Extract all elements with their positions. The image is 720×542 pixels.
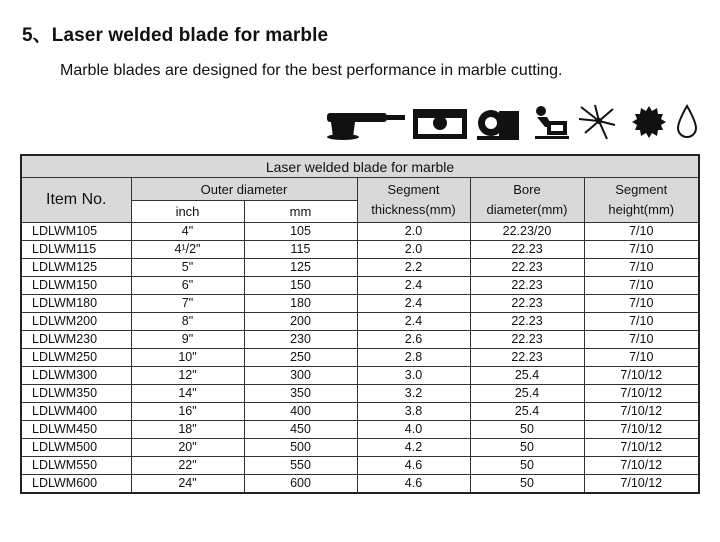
cell-outer-diameter-mm: 550: [244, 457, 357, 475]
cell-outer-diameter-mm: 600: [244, 475, 357, 494]
cell-segment-height: 7/10: [584, 295, 699, 313]
cell-bore-diameter: 50: [470, 457, 584, 475]
header-item-no: Item No.: [21, 178, 131, 223]
table-row: [21, 421, 699, 439]
cell-outer-diameter-inch: 12": [131, 367, 244, 385]
header-outer-diameter: Outer diameter: [131, 178, 357, 201]
cell-segment-thickness: 4.6: [357, 475, 470, 494]
cell-item-no: LDLWM105: [21, 223, 131, 241]
cell-outer-diameter-mm: 150: [244, 277, 357, 295]
cell-bore-diameter: 25.4: [470, 403, 584, 421]
water-drop-icon: [675, 103, 699, 141]
table-row: [21, 349, 699, 367]
cell-segment-thickness: 2.2: [357, 259, 470, 277]
cell-outer-diameter-inch: 8": [131, 313, 244, 331]
cell-segment-height: 7/10/12: [584, 385, 699, 403]
table-caption: Laser welded blade for marble: [21, 155, 699, 178]
cell-segment-height: 7/10: [584, 349, 699, 367]
header-bore-line2: diameter(mm): [486, 202, 568, 217]
cell-segment-thickness: 2.6: [357, 331, 470, 349]
cell-outer-diameter-inch: 18": [131, 421, 244, 439]
cell-segment-thickness: 2.4: [357, 313, 470, 331]
cell-outer-diameter-inch: 9": [131, 331, 244, 349]
cell-bore-diameter: 22.23: [470, 331, 584, 349]
cell-item-no: LDLWM150: [21, 277, 131, 295]
cell-segment-height: 7/10: [584, 277, 699, 295]
cell-outer-diameter-inch: 20": [131, 439, 244, 457]
table-row: [21, 385, 699, 403]
cell-segment-thickness: 2.8: [357, 349, 470, 367]
cell-segment-thickness: 4.6: [357, 457, 470, 475]
header-segment-thickness-line2: thickness(mm): [371, 202, 456, 217]
cell-segment-thickness: 2.0: [357, 241, 470, 259]
cell-segment-height: 7/10: [584, 241, 699, 259]
cell-item-no: LDLWM250: [21, 349, 131, 367]
cell-segment-thickness: 3.0: [357, 367, 470, 385]
table-row: [21, 241, 699, 259]
cell-outer-diameter-mm: 180: [244, 295, 357, 313]
cell-bore-diameter: 22.23: [470, 313, 584, 331]
table-row: [21, 457, 699, 475]
cell-item-no: LDLWM500: [21, 439, 131, 457]
table-row: [21, 313, 699, 331]
cell-item-no: LDLWM125: [21, 259, 131, 277]
table-row: [21, 439, 699, 457]
cell-segment-height: 7/10/12: [584, 439, 699, 457]
cell-outer-diameter-mm: 450: [244, 421, 357, 439]
cell-item-no: LDLWM115: [21, 241, 131, 259]
cell-segment-height: 7/10/12: [584, 421, 699, 439]
cell-outer-diameter-inch: 7": [131, 295, 244, 313]
cell-bore-diameter: 22.23/20: [470, 223, 584, 241]
cell-item-no: LDLWM200: [21, 313, 131, 331]
cell-item-no: LDLWM350: [21, 385, 131, 403]
table-saw-icon: [411, 103, 469, 141]
section-subtitle: Marble blades are designed for the best performance in marble cutting.: [60, 62, 563, 79]
cell-segment-height: 7/10/12: [584, 457, 699, 475]
table-row: [21, 403, 699, 421]
cell-segment-thickness: 2.4: [357, 277, 470, 295]
section-title: 5、Laser welded blade for marble: [22, 25, 329, 46]
angle-grinder-icon: [325, 103, 407, 141]
cell-item-no: LDLWM300: [21, 367, 131, 385]
cell-outer-diameter-inch: 24": [131, 475, 244, 494]
cell-outer-diameter-inch: 22": [131, 457, 244, 475]
cell-segment-height: 7/10: [584, 331, 699, 349]
cell-bore-diameter: 22.23: [470, 295, 584, 313]
header-inch: inch: [131, 201, 244, 223]
header-segment-height: [584, 178, 699, 223]
cell-segment-height: 7/10/12: [584, 403, 699, 421]
cell-outer-diameter-inch: 5": [131, 259, 244, 277]
blade-icon: [631, 103, 667, 141]
cell-outer-diameter-mm: 200: [244, 313, 357, 331]
cell-bore-diameter: 50: [470, 421, 584, 439]
header-mm: mm: [244, 201, 357, 223]
table-row: [21, 259, 699, 277]
cell-outer-diameter-inch: 4": [131, 223, 244, 241]
cell-outer-diameter-mm: 125: [244, 259, 357, 277]
hand-saw-machine-icon: [531, 103, 571, 141]
cell-segment-thickness: 4.0: [357, 421, 470, 439]
table-row: [21, 223, 699, 241]
cell-segment-height: 7/10/12: [584, 367, 699, 385]
cell-outer-diameter-mm: 115: [244, 241, 357, 259]
cell-outer-diameter-mm: 500: [244, 439, 357, 457]
cell-outer-diameter-mm: 300: [244, 367, 357, 385]
cell-item-no: LDLWM600: [21, 475, 131, 494]
table-body: [21, 223, 699, 494]
cell-bore-diameter: 25.4: [470, 385, 584, 403]
floor-saw-icon: [473, 103, 521, 141]
header-segment-height-line1: Segment: [615, 182, 668, 197]
cell-bore-diameter: 50: [470, 475, 584, 494]
cell-bore-diameter: 22.23: [470, 259, 584, 277]
cell-segment-height: 7/10: [584, 223, 699, 241]
cell-item-no: LDLWM230: [21, 331, 131, 349]
cell-outer-diameter-inch: 14": [131, 385, 244, 403]
spark-icon: [577, 103, 617, 141]
table-row: [21, 295, 699, 313]
cell-item-no: LDLWM180: [21, 295, 131, 313]
header-segment-height-line2: height(mm): [608, 202, 675, 217]
application-icons: [325, 103, 705, 143]
cell-bore-diameter: 22.23: [470, 277, 584, 295]
cell-segment-height: 7/10: [584, 313, 699, 331]
cell-item-no: LDLWM550: [21, 457, 131, 475]
cell-outer-diameter-mm: 105: [244, 223, 357, 241]
cell-segment-height: 7/10: [584, 259, 699, 277]
cell-bore-diameter: 50: [470, 439, 584, 457]
cell-segment-thickness: 3.8: [357, 403, 470, 421]
header-segment-thickness: [357, 178, 470, 223]
cell-bore-diameter: 25.4: [470, 367, 584, 385]
cell-segment-thickness: 4.2: [357, 439, 470, 457]
cell-bore-diameter: 22.23: [470, 241, 584, 259]
cell-outer-diameter-mm: 230: [244, 331, 357, 349]
cell-segment-height: 7/10/12: [584, 475, 699, 494]
cell-bore-diameter: 22.23: [470, 349, 584, 367]
header-bore-diameter: [470, 178, 584, 223]
cell-outer-diameter-inch: 10": [131, 349, 244, 367]
cell-segment-thickness: 3.2: [357, 385, 470, 403]
cell-item-no: LDLWM450: [21, 421, 131, 439]
cell-segment-thickness: 2.0: [357, 223, 470, 241]
table-row: [21, 277, 699, 295]
spec-table: [20, 154, 700, 494]
cell-segment-thickness: 2.4: [357, 295, 470, 313]
cell-outer-diameter-mm: 350: [244, 385, 357, 403]
header-segment-thickness-line1: Segment: [387, 182, 440, 197]
table-row: [21, 475, 699, 494]
cell-outer-diameter-mm: 250: [244, 349, 357, 367]
cell-outer-diameter-mm: 400: [244, 403, 357, 421]
cell-item-no: LDLWM400: [21, 403, 131, 421]
cell-outer-diameter-inch: 6": [131, 277, 244, 295]
table-row: [21, 367, 699, 385]
table-row: [21, 331, 699, 349]
cell-outer-diameter-inch: 4¹/2": [131, 241, 244, 259]
header-bore-line1: Bore: [513, 182, 541, 197]
cell-outer-diameter-inch: 16": [131, 403, 244, 421]
